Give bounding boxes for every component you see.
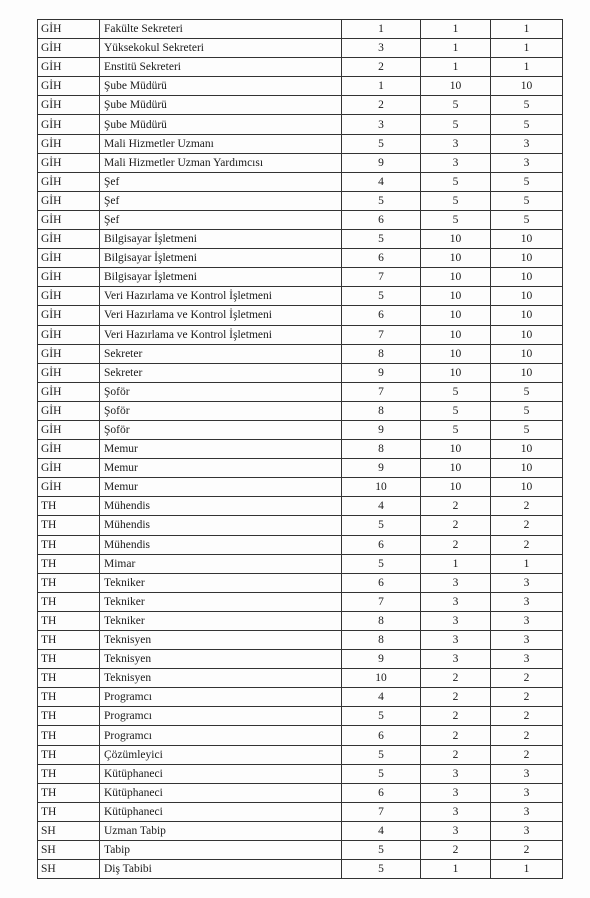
count-cell-2: 3: [491, 611, 563, 630]
count-cell-2: 2: [491, 745, 563, 764]
count-cell-1: 1: [421, 860, 491, 879]
service-class-cell: TH: [38, 726, 100, 745]
grade-cell: 10: [342, 478, 421, 497]
table-row: [38, 382, 563, 401]
table-row: [38, 841, 563, 860]
service-class-cell: SH: [38, 821, 100, 840]
count-cell-1: 10: [421, 478, 491, 497]
count-cell-1: 10: [421, 287, 491, 306]
title-cell: Mimar: [100, 554, 342, 573]
service-class-cell: TH: [38, 688, 100, 707]
count-cell-2: 5: [491, 401, 563, 420]
service-class-cell: TH: [38, 631, 100, 650]
grade-cell: 5: [342, 134, 421, 153]
count-cell-1: 1: [421, 58, 491, 77]
service-class-cell: GİH: [38, 420, 100, 439]
count-cell-2: 5: [491, 191, 563, 210]
table-row: [38, 688, 563, 707]
title-cell: Şef: [100, 172, 342, 191]
service-class-cell: SH: [38, 860, 100, 879]
service-class-cell: TH: [38, 669, 100, 688]
table-row: [38, 478, 563, 497]
table-row: [38, 134, 563, 153]
title-cell: Teknisyen: [100, 631, 342, 650]
title-cell: Fakülte Sekreteri: [100, 20, 342, 39]
service-class-cell: TH: [38, 611, 100, 630]
title-cell: Memur: [100, 459, 342, 478]
title-cell: Programcı: [100, 726, 342, 745]
count-cell-1: 2: [421, 726, 491, 745]
title-cell: Kütüphaneci: [100, 783, 342, 802]
count-cell-2: 3: [491, 821, 563, 840]
service-class-cell: GİH: [38, 344, 100, 363]
table-row: [38, 554, 563, 573]
title-cell: Mali Hizmetler Uzmanı: [100, 134, 342, 153]
service-class-cell: GİH: [38, 191, 100, 210]
count-cell-2: 3: [491, 802, 563, 821]
title-cell: Şoför: [100, 420, 342, 439]
grade-cell: 5: [342, 764, 421, 783]
grade-cell: 8: [342, 631, 421, 650]
count-cell-1: 3: [421, 650, 491, 669]
title-cell: Memur: [100, 440, 342, 459]
table-row: [38, 821, 563, 840]
count-cell-1: 5: [421, 96, 491, 115]
service-class-cell: GİH: [38, 401, 100, 420]
table-row: [38, 440, 563, 459]
count-cell-2: 5: [491, 420, 563, 439]
title-cell: Bilgisayar İşletmeni: [100, 268, 342, 287]
count-cell-1: 10: [421, 77, 491, 96]
grade-cell: 8: [342, 440, 421, 459]
service-class-cell: GİH: [38, 210, 100, 229]
count-cell-2: 5: [491, 172, 563, 191]
count-cell-2: 10: [491, 230, 563, 249]
grade-cell: 7: [342, 592, 421, 611]
table-row: [38, 58, 563, 77]
count-cell-1: 5: [421, 172, 491, 191]
grade-cell: 5: [342, 707, 421, 726]
count-cell-1: 2: [421, 535, 491, 554]
count-cell-1: 2: [421, 841, 491, 860]
count-cell-2: 3: [491, 592, 563, 611]
count-cell-2: 3: [491, 764, 563, 783]
grade-cell: 8: [342, 344, 421, 363]
table-row: [38, 802, 563, 821]
grade-cell: 6: [342, 210, 421, 229]
count-cell-1: 10: [421, 268, 491, 287]
service-class-cell: GİH: [38, 96, 100, 115]
table-row: [38, 669, 563, 688]
grade-cell: 4: [342, 172, 421, 191]
grade-cell: 7: [342, 382, 421, 401]
service-class-cell: SH: [38, 841, 100, 860]
grade-cell: 1: [342, 20, 421, 39]
title-cell: Mühendis: [100, 516, 342, 535]
grade-cell: 6: [342, 535, 421, 554]
title-cell: Veri Hazırlama ve Kontrol İşletmeni: [100, 325, 342, 344]
count-cell-2: 2: [491, 726, 563, 745]
count-cell-2: 3: [491, 153, 563, 172]
count-cell-1: 10: [421, 459, 491, 478]
service-class-cell: GİH: [38, 363, 100, 382]
table-row: [38, 535, 563, 554]
count-cell-2: 2: [491, 497, 563, 516]
grade-cell: 1: [342, 77, 421, 96]
service-class-cell: TH: [38, 707, 100, 726]
count-cell-2: 10: [491, 459, 563, 478]
count-cell-1: 3: [421, 134, 491, 153]
count-cell-1: 5: [421, 115, 491, 134]
count-cell-1: 2: [421, 516, 491, 535]
count-cell-2: 10: [491, 344, 563, 363]
grade-cell: 7: [342, 325, 421, 344]
table-row: [38, 20, 563, 39]
service-class-cell: GİH: [38, 287, 100, 306]
title-cell: Sekreter: [100, 344, 342, 363]
service-class-cell: TH: [38, 516, 100, 535]
count-cell-2: 1: [491, 58, 563, 77]
title-cell: Enstitü Sekreteri: [100, 58, 342, 77]
count-cell-1: 2: [421, 707, 491, 726]
title-cell: Memur: [100, 478, 342, 497]
service-class-cell: TH: [38, 535, 100, 554]
service-class-cell: GİH: [38, 77, 100, 96]
table-row: [38, 96, 563, 115]
count-cell-1: 5: [421, 210, 491, 229]
service-class-cell: TH: [38, 783, 100, 802]
table-row: [38, 363, 563, 382]
table-body: [38, 20, 563, 879]
service-class-cell: GİH: [38, 20, 100, 39]
count-cell-1: 5: [421, 401, 491, 420]
title-cell: Şef: [100, 210, 342, 229]
count-cell-1: 10: [421, 325, 491, 344]
table-row: [38, 573, 563, 592]
title-cell: Kütüphaneci: [100, 764, 342, 783]
grade-cell: 7: [342, 268, 421, 287]
grade-cell: 5: [342, 860, 421, 879]
table-row: [38, 611, 563, 630]
count-cell-2: 1: [491, 39, 563, 58]
count-cell-1: 3: [421, 592, 491, 611]
grade-cell: 2: [342, 96, 421, 115]
title-cell: Uzman Tabip: [100, 821, 342, 840]
count-cell-2: 5: [491, 210, 563, 229]
count-cell-1: 3: [421, 153, 491, 172]
count-cell-2: 3: [491, 631, 563, 650]
count-cell-1: 2: [421, 497, 491, 516]
count-cell-1: 3: [421, 802, 491, 821]
table-row: [38, 764, 563, 783]
table-row: [38, 325, 563, 344]
table-row: [38, 783, 563, 802]
count-cell-2: 3: [491, 134, 563, 153]
grade-cell: 5: [342, 745, 421, 764]
grade-cell: 5: [342, 191, 421, 210]
table-row: [38, 191, 563, 210]
title-cell: Çözümleyici: [100, 745, 342, 764]
count-cell-1: 1: [421, 554, 491, 573]
service-class-cell: GİH: [38, 440, 100, 459]
title-cell: Mühendis: [100, 535, 342, 554]
count-cell-1: 1: [421, 20, 491, 39]
table-row: [38, 516, 563, 535]
title-cell: Tekniker: [100, 573, 342, 592]
count-cell-1: 1: [421, 39, 491, 58]
service-class-cell: TH: [38, 554, 100, 573]
title-cell: Yüksekokul Sekreteri: [100, 39, 342, 58]
title-cell: Programcı: [100, 688, 342, 707]
count-cell-1: 3: [421, 573, 491, 592]
count-cell-1: 5: [421, 191, 491, 210]
count-cell-1: 10: [421, 440, 491, 459]
service-class-cell: TH: [38, 497, 100, 516]
count-cell-2: 1: [491, 20, 563, 39]
title-cell: Tekniker: [100, 592, 342, 611]
table-row: [38, 344, 563, 363]
title-cell: Şoför: [100, 382, 342, 401]
title-cell: Diş Tabibi: [100, 860, 342, 879]
title-cell: Veri Hazırlama ve Kontrol İşletmeni: [100, 306, 342, 325]
grade-cell: 8: [342, 401, 421, 420]
grade-cell: 9: [342, 420, 421, 439]
count-cell-1: 3: [421, 764, 491, 783]
count-cell-2: 10: [491, 249, 563, 268]
staff-position-table: [37, 19, 563, 879]
count-cell-2: 2: [491, 841, 563, 860]
grade-cell: 4: [342, 821, 421, 840]
count-cell-1: 3: [421, 783, 491, 802]
count-cell-1: 10: [421, 344, 491, 363]
count-cell-2: 10: [491, 77, 563, 96]
title-cell: Sekreter: [100, 363, 342, 382]
count-cell-1: 10: [421, 363, 491, 382]
count-cell-1: 2: [421, 688, 491, 707]
grade-cell: 4: [342, 688, 421, 707]
title-cell: Şube Müdürü: [100, 77, 342, 96]
grade-cell: 6: [342, 573, 421, 592]
service-class-cell: TH: [38, 745, 100, 764]
count-cell-1: 5: [421, 382, 491, 401]
table-row: [38, 230, 563, 249]
grade-cell: 6: [342, 783, 421, 802]
count-cell-2: 3: [491, 783, 563, 802]
table-row: [38, 707, 563, 726]
count-cell-2: 10: [491, 440, 563, 459]
table-row: [38, 306, 563, 325]
service-class-cell: GİH: [38, 115, 100, 134]
count-cell-1: 10: [421, 230, 491, 249]
table-row: [38, 210, 563, 229]
count-cell-1: 2: [421, 669, 491, 688]
table-row: [38, 592, 563, 611]
grade-cell: 5: [342, 287, 421, 306]
service-class-cell: GİH: [38, 249, 100, 268]
service-class-cell: GİH: [38, 134, 100, 153]
count-cell-2: 2: [491, 669, 563, 688]
count-cell-2: 10: [491, 325, 563, 344]
service-class-cell: GİH: [38, 306, 100, 325]
title-cell: Veri Hazırlama ve Kontrol İşletmeni: [100, 287, 342, 306]
grade-cell: 2: [342, 58, 421, 77]
title-cell: Kütüphaneci: [100, 802, 342, 821]
count-cell-1: 10: [421, 306, 491, 325]
count-cell-2: 10: [491, 287, 563, 306]
grade-cell: 5: [342, 230, 421, 249]
title-cell: Şube Müdürü: [100, 96, 342, 115]
table-row: [38, 497, 563, 516]
count-cell-2: 10: [491, 478, 563, 497]
table-row: [38, 172, 563, 191]
count-cell-2: 10: [491, 306, 563, 325]
grade-cell: 10: [342, 669, 421, 688]
table-row: [38, 115, 563, 134]
table-row: [38, 459, 563, 478]
service-class-cell: GİH: [38, 58, 100, 77]
table-row: [38, 860, 563, 879]
table-row: [38, 401, 563, 420]
count-cell-1: 5: [421, 420, 491, 439]
service-class-cell: TH: [38, 650, 100, 669]
title-cell: Teknisyen: [100, 650, 342, 669]
grade-cell: 9: [342, 459, 421, 478]
table-row: [38, 726, 563, 745]
service-class-cell: GİH: [38, 153, 100, 172]
table-row: [38, 153, 563, 172]
grade-cell: 4: [342, 497, 421, 516]
count-cell-1: 3: [421, 611, 491, 630]
count-cell-2: 2: [491, 516, 563, 535]
service-class-cell: GİH: [38, 478, 100, 497]
count-cell-2: 5: [491, 382, 563, 401]
table-row: [38, 650, 563, 669]
title-cell: Şoför: [100, 401, 342, 420]
title-cell: Mali Hizmetler Uzman Yardımcısı: [100, 153, 342, 172]
count-cell-2: 5: [491, 96, 563, 115]
service-class-cell: GİH: [38, 382, 100, 401]
grade-cell: 6: [342, 249, 421, 268]
count-cell-2: 1: [491, 860, 563, 879]
title-cell: Bilgisayar İşletmeni: [100, 230, 342, 249]
grade-cell: 5: [342, 516, 421, 535]
count-cell-1: 3: [421, 821, 491, 840]
table-row: [38, 268, 563, 287]
table-row: [38, 77, 563, 96]
title-cell: Şef: [100, 191, 342, 210]
count-cell-2: 10: [491, 363, 563, 382]
title-cell: Programcı: [100, 707, 342, 726]
service-class-cell: GİH: [38, 230, 100, 249]
service-class-cell: TH: [38, 802, 100, 821]
grade-cell: 6: [342, 726, 421, 745]
table-row: [38, 420, 563, 439]
count-cell-1: 2: [421, 745, 491, 764]
service-class-cell: TH: [38, 764, 100, 783]
grade-cell: 6: [342, 306, 421, 325]
service-class-cell: GİH: [38, 325, 100, 344]
table-row: [38, 745, 563, 764]
title-cell: Tabip: [100, 841, 342, 860]
count-cell-2: 1: [491, 554, 563, 573]
count-cell-2: 10: [491, 268, 563, 287]
count-cell-1: 3: [421, 631, 491, 650]
table-row: [38, 287, 563, 306]
title-cell: Bilgisayar İşletmeni: [100, 249, 342, 268]
grade-cell: 5: [342, 554, 421, 573]
count-cell-2: 2: [491, 707, 563, 726]
count-cell-2: 3: [491, 650, 563, 669]
count-cell-2: 2: [491, 535, 563, 554]
service-class-cell: TH: [38, 592, 100, 611]
count-cell-2: 3: [491, 573, 563, 592]
grade-cell: 5: [342, 841, 421, 860]
service-class-cell: TH: [38, 573, 100, 592]
title-cell: Şube Müdürü: [100, 115, 342, 134]
service-class-cell: GİH: [38, 459, 100, 478]
grade-cell: 3: [342, 115, 421, 134]
grade-cell: 8: [342, 611, 421, 630]
grade-cell: 3: [342, 39, 421, 58]
service-class-cell: GİH: [38, 172, 100, 191]
grade-cell: 9: [342, 650, 421, 669]
grade-cell: 9: [342, 363, 421, 382]
count-cell-2: 5: [491, 115, 563, 134]
table-row: [38, 249, 563, 268]
grade-cell: 9: [342, 153, 421, 172]
title-cell: Teknisyen: [100, 669, 342, 688]
count-cell-1: 10: [421, 249, 491, 268]
table-row: [38, 39, 563, 58]
service-class-cell: GİH: [38, 39, 100, 58]
title-cell: Mühendis: [100, 497, 342, 516]
grade-cell: 7: [342, 802, 421, 821]
title-cell: Tekniker: [100, 611, 342, 630]
table-row: [38, 631, 563, 650]
service-class-cell: GİH: [38, 268, 100, 287]
count-cell-2: 2: [491, 688, 563, 707]
